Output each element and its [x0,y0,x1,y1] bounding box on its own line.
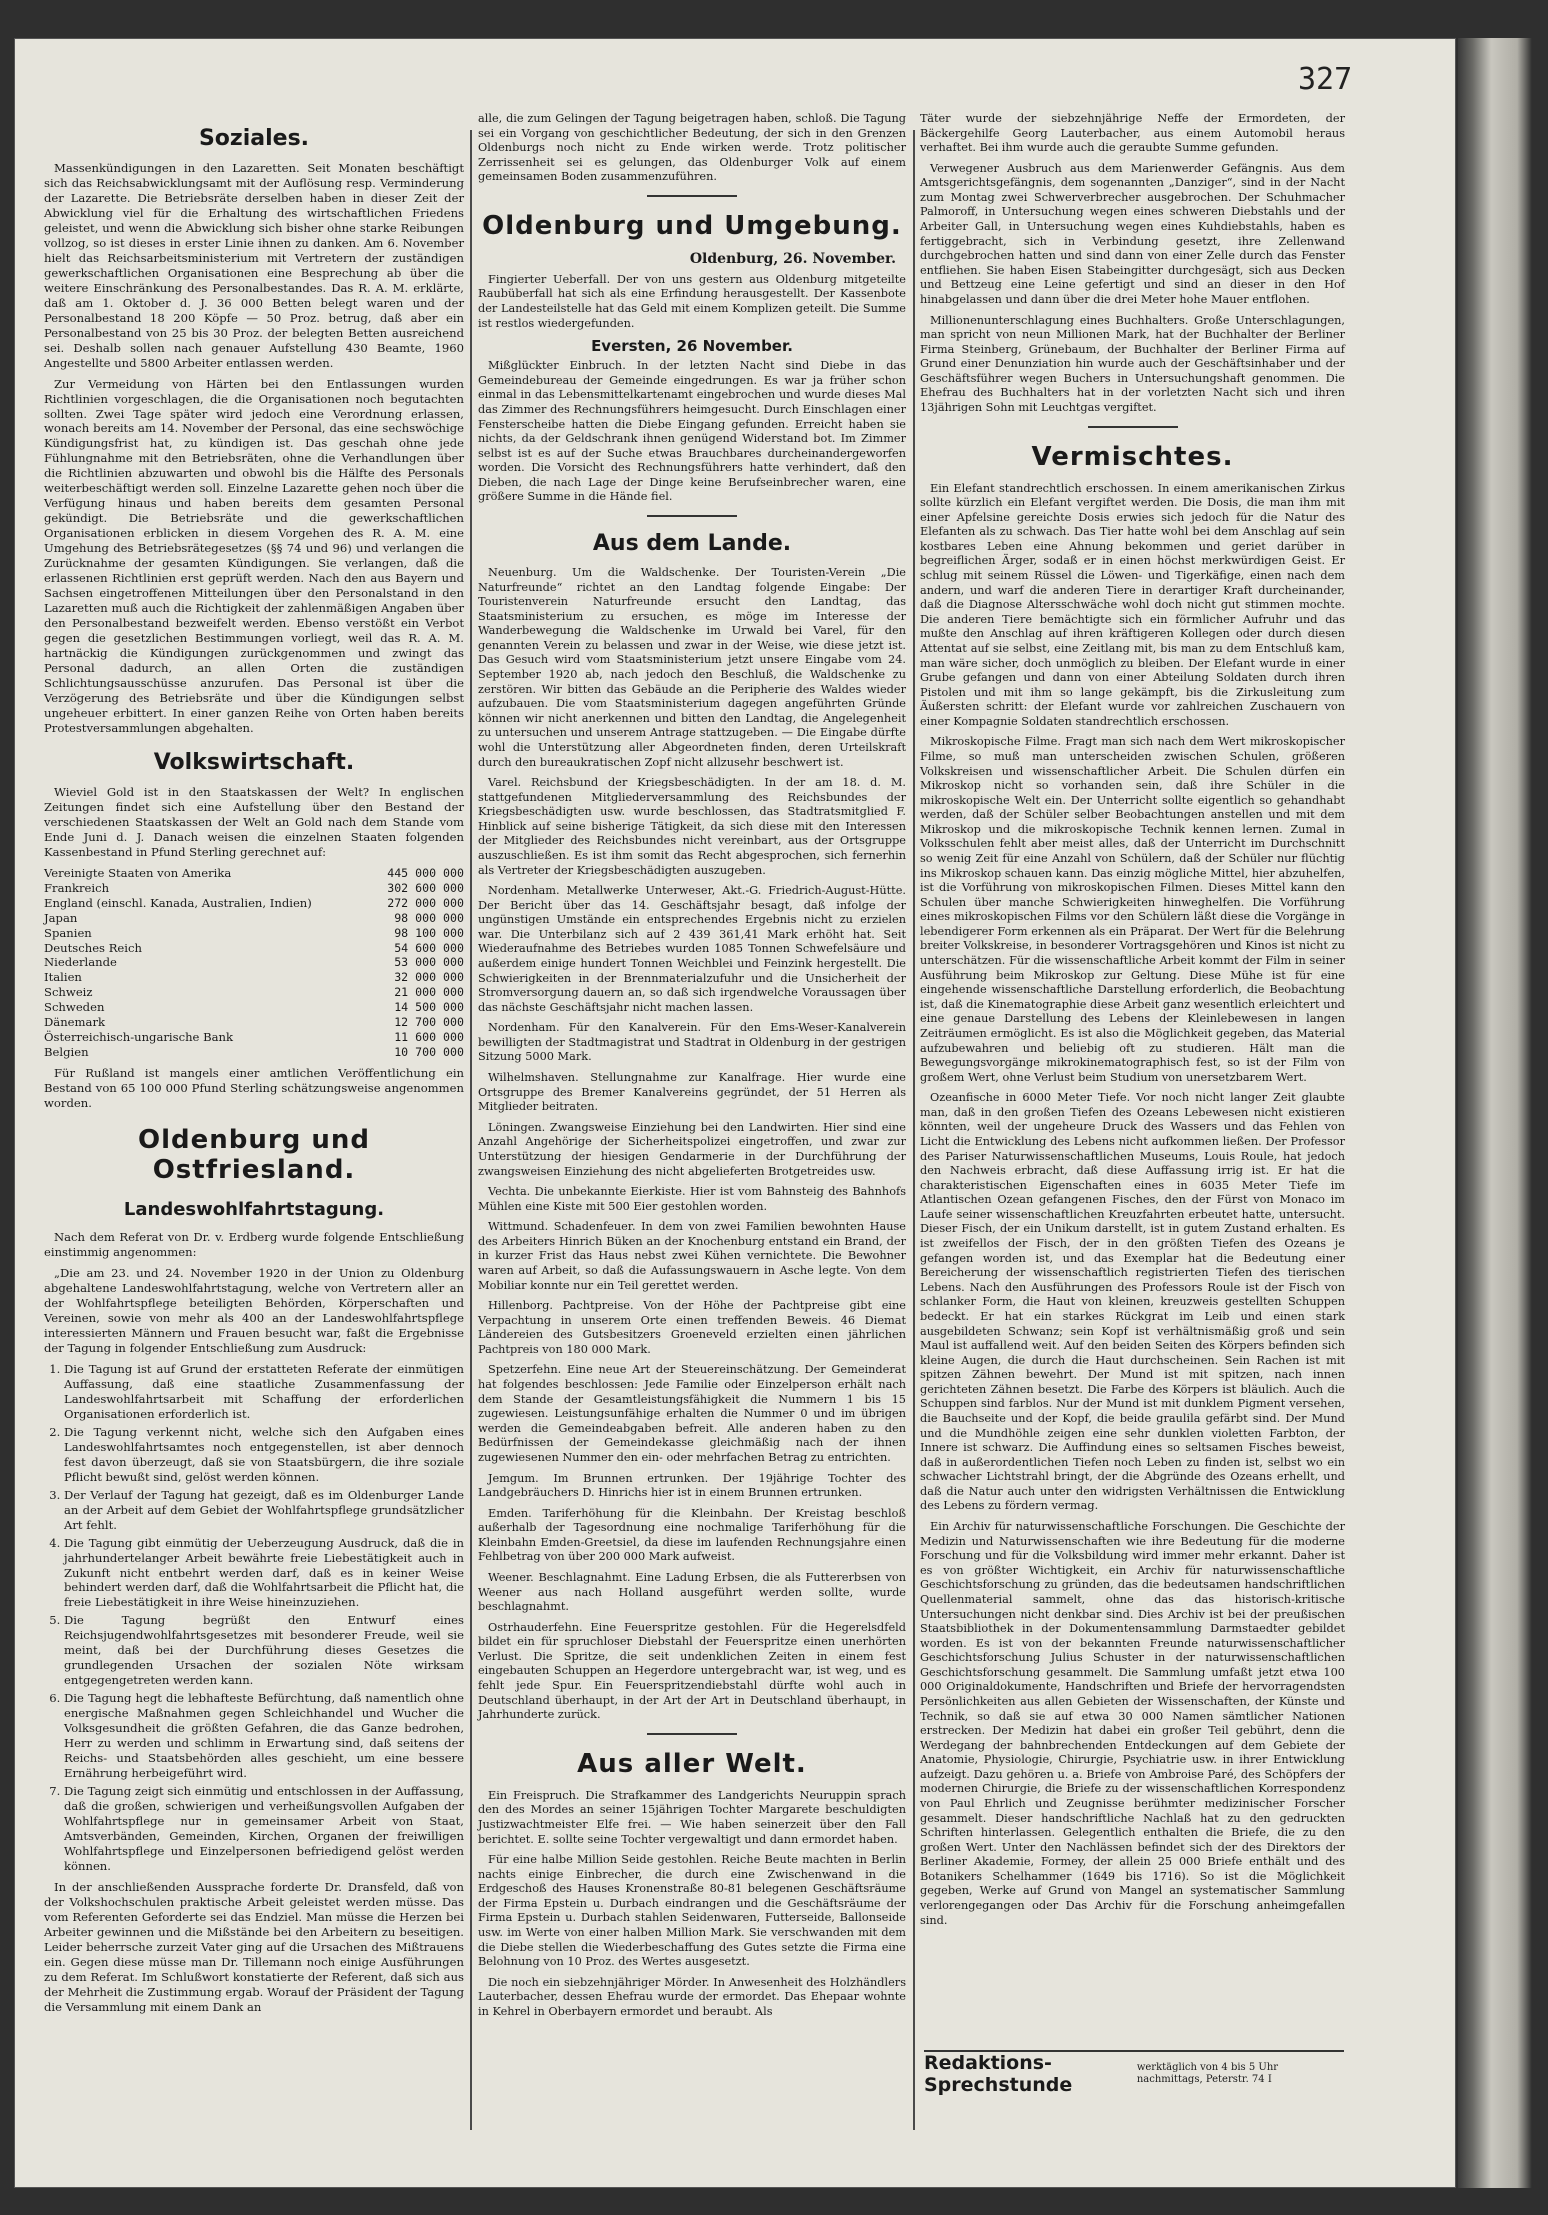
country-name: Dänemark [44,1015,106,1030]
gold-table-row [44,896,464,911]
article-paragraph: Fingierter Ueberfall. Der von uns gestern aus Oldenburg mitgeteilte Raubüberfall hat sich als eine Erfindung herausgestellt. Der Kassenbote der Landesteilstelle hat das Geld mit einem Komplizen geteilt. Die Summe ist restlos wiedergefunden. [478,272,906,330]
article-paragraph: Massenkündigungen in den Lazaretten. Seit Monaten beschäftigt sich das Reichsabwicklungsamt mit der Auflösung resp. Verminderung der Lazarette. Die Betriebsräte derselben haben in dieser Zeit der Abwicklung viel für die Erhaltung des wirtschaftlichen Friedens geleistet, und wenn die Abwicklung sich bisher ohne starke Reibungen vollzog, so ist dieses in erster Linie ihnen zu danken. Am 6. November hielt das Reichsarbeitsministerium mit Vertretern der zuständigen gewerkschaftlichen Organisationen eine Besprechung ab über die weitere Einschränkung des Personalbestandes. Das R. A. M. erklärte, daß am 1. Oktober d. J. 36 000 Betten belegt waren und der Personalbestand 18 200 Köpfe — 50 Proz. betrug, daß aber ein Personalbestand von 25 bis 30 Proz. der belegten Betten ausreichend sei. Deshalb sollen nach genauer Aufstellung 430 Beamte, 1960 Angestellte und 5800 Arbeiter entlassen werden. [44,161,464,370]
gold-amount: 54 600 000 [394,940,464,955]
gold-amount: 53 000 000 [394,955,464,970]
book-binding-edge [1458,38,1532,2188]
gold-amount: 98 100 000 [394,925,464,940]
dateline: Oldenburg, 26. November. [689,250,896,267]
resolution-item: 5. Die Tagung begrüßt den Entwurf eines Reichsjugendwohlfahrtsgesetzes mit besonderer Freude, weil sie meint, daß bei der Durchführung dieses Gesetzes die grundlegenden Ursachen der sozialen Nöte wirksam entgegengetreten werden kann. [64,1613,464,1688]
column-3 [920,112,1345,1934]
article-paragraph: Mikroskopische Filme. Fragt man sich nach dem Wert mikroskopischer Filme, so muß man unterscheiden zwischen Schulen, größeren Volkskreisen und wissenschaftlicher Arbeit. Die Schulen dürfen ein Mikroskop nicht so vorhanden sein, daß ihre Schüler in die mikroskopische Welt ein. Der Unterricht sollte eigentlich so gehandhabt werden, daß der Schüler selber Beobachtungen anstellen und mit dem Mikroskop und die mikroskopische Technik kennen lernen. Zumal in Volksschulen fehlt aber meist alles, daß der Unterricht im Durchschnitt so wenig Zeit für eine Anzahl von Schülern, daß der Schüler nur flüchtig ins Mikroskop schauen kann. Das einzig mögliche Mittel, hier abzuhelfen, ist die Vorführung von mikroskopischen Filmen. Dieses Mittel kann den Schulen über manche Schwierigkeiten hinweghelfen. Die Vorführung eines mikroskopischen Films vor den Schülern läßt diese die Vorgänge in lebendigerer Form erkennen als ein Präparat. Der Wert für die Belehrung breiter Volkskreise, in besonderer Vortragsgehören und Kinos ist nicht zu unterschätzen. Für die wissenschaftliche Arbeit kommt der Film in seiner Ausführung beim Mikroskop zur Geltung. Diese Mühe ist für eine eingehende wissenschaftliche Darstellung erforderlich, die Beobachtung ist, daß die Kinematographie diese Arbeit ganz wesentlich erleichtert und eine genaue Darstellung des Lebens der Kleinlebewesen in langen Zeiträumen ermöglicht. Es ist also die Möglichkeit gegeben, das Material aufzubewahren und beliebig oft zu studieren. Hält man die Bewegungsvorgänge mikrokinematographisch fest, so ist der Film von großem Wert, ohne Verlust beim Studium von unersetzbarem Wert. [920,735,1345,1084]
gold-table-row [44,926,464,941]
article-subtitle: Landeswohlfahrtstagung. [123,1199,385,1221]
column-1 [44,112,464,2021]
article-paragraph: Emden. Tariferhöhung für die Kleinbahn. Der Kreistag beschloß außerhalb der Tagesordnung eine nochmalige Tariferhöhung für die Kleinbahn Emden-Greetsiel, da diese im laufenden Rechnungsjahre einen Fehlbetrag von über 200 000 Mark aufweist. [478,1506,906,1564]
country-name: Vereinigte Staaten von Amerika [44,865,232,880]
article-paragraph: „Die am 23. und 24. November 1920 in der Union zu Oldenburg abgehaltene Landeswohlfahrtstagung, welche von Vertretern aller an der Wohlfahrtspflege beteiligten Behörden, Körperschaften und Vereinen, sowie von mehr als 400 an der Landeswohlfahrtspflege interessierten Männern und Frauen besucht war, faßt die Ergebnisse der Tagung in folgender Entschließung zum Ausdruck: [44,1266,464,1355]
article-paragraph: Wieviel Gold ist in den Staatskassen der Welt? In englischen Zeitungen findet sich eine Aufstellung über den Bestand der verschiedenen Staatskassen der Welt an Gold nach dem Stande vom Ende Juni d. J. Danach weisen die einzelnen Staaten folgenden Kassenbestand in Pfund Sterling gerechnet auf: [44,784,464,859]
country-name: Deutsches Reich [44,940,142,955]
article-paragraph: Hillenborg. Pachtpreise. Von der Höhe der Pachtpreise gibt eine Verpachtung in unserem Orte einen treffenden Beweis. 46 Diemat Ländereien des Gutsbesitzers Groeneveld erzielten einen jährlichen Pachtpreis von 180 000 Mark. [478,1299,906,1356]
country-name: Niederlande [44,955,117,970]
section-title-vermischtes: Vermischtes. [1031,441,1234,472]
country-name: Schweden [44,1000,105,1015]
article-paragraph: Jemgum. Im Brunnen ertrunken. Der 19jährige Tochter des Landgebräuchers D. Hinrichs hier ist in einem Brunnen ertrunken. [478,1471,906,1500]
article-paragraph: Wittmund. Schadenfeuer. In dem von zwei Familien bewohnten Hause des Arbeiters Hinrich Büken an der Knochenburg entstand ein Brand, der in kurzer Frist das Haus nebst zwei Kühen vernichtete. Die Bewohner waren auf Arbeit, so daß die Aufassungswauern in Asche legte. Von dem Mobiliar konnte nur ein Teil gerettet werden. [478,1220,906,1292]
article-paragraph: Nordenham. Metallwerke Unterweser, Akt.-G. Friedrich-August-Hütte. Der Bericht über das 14. Geschäftsjahr besagt, daß infolge der ungünstigen Umstände ein entsprechendes Ergebnis nicht zu erzielen war. Die Unterbilanz sich auf 2 439 361,41 Mark erhöht hat. Seit Wiederaufnahme des Betriebes wurden 1085 Tonnen Schwefelsäure und außerdem einige hundert Tonnen Weichblei und Feinzink hergestellt. Die Schwierigkeiten in der Brennmaterialzufuhr und die Unsicherheit der Stromversorgung dauern an, so daß sich irgendwelche Voraussagen über das nächste Geschäftsjahr nicht machen lassen. [478,884,906,1014]
gold-table-row [44,970,464,985]
gold-amount: 445 000 000 [387,865,464,880]
article-paragraph: Weener. Beschlagnahmt. Eine Ladung Erbsen, die als Futtererbsen von Weener aus nach Holland ausgeführt werden sollte, wurde beschlagnahmt. [478,1570,906,1614]
article-paragraph: Ein Freispruch. Die Strafkammer des Landgerichts Neuruppin sprach den des Mordes an seiner 15jährigen Tochter Margarete beschuldigten Justizwachtmeister Elfe frei. — Wie haben seinerzeit über den Fall berichtet. E. sollte seine Tochter vergewaltigt und dann ermordet haben. [478,1788,906,1846]
gold-amount: 98 000 000 [394,910,464,925]
section-title-aus-dem-lande: Aus dem Lande. [592,530,792,556]
gold-amount: 11 600 000 [394,1030,464,1045]
resolution-item: 3. Der Verlauf der Tagung hat gezeigt, daß es im Oldenburger Lande an der Arbeit auf dem Gebiet der Wohlfahrtspflege grundsätzlicher Art fehlt. [64,1488,464,1533]
gold-amount: 32 000 000 [394,970,464,985]
article-paragraph: Löningen. Zwangsweise Einziehung bei den Landwirten. Hier sind eine Anzahl Angehörige der Sicherheitspolizei eingetroffen, und zwar zur Unterstützung der hiesigen Gendarmerie in der Durchführung der zwangsweisen Einziehung des nicht abgelieferten Brotgetreides usw. [478,1120,906,1178]
footer-info: werktäglich von 4 bis 5 Uhr nachmittags, Peterstr. 74 I [1136,2062,1279,2085]
resolution-item: 2. Die Tagung verkennt nicht, welche sich den Aufgaben eines Landeswohlfahrtsamtes noch entgegenstellen, ist aber dennoch fest davon überzeugt, daß sie von Staatsbürgern, die ihre soziale Pflicht bewußt sind, gelöst werden können. [64,1425,464,1485]
section-title-oldenburg-ostfriesland: Oldenburg und Ostfriesland. [137,1125,370,1186]
article-paragraph: Verwegener Ausbruch aus dem Marienwerder Gefängnis. Aus dem Amtsgerichtsgefängnis, dem sogenannten „Danziger“, sind in der Nacht zum Montag zwei Schwerverbrecher ausgebrochen. Der Schuhmacher Palmoroff, in Untersuchung wegen eines schweren Diebstahls und der Arbeiter Gall, in Untersuchung wegen eines Kuhdiebstahls, haben es fertiggebracht, sich in Verbindung gesetzt, ihre Zellenwand durchgebrochen hatten und sind dann von einer Zelle durch das Fenster entfliehen. Sie haben Eisen Stabeingitter durchgesägt, sich aus Decken und Bettzeug eine Leine gefertigt und sind an dieser in den Hof hinabgelassen und dann über die drei Meter hohe Mauer entflohen. [920,161,1345,306]
column-rule [913,130,915,2130]
resolution-item: 4. Die Tagung gibt einmütig der Ueberzeugung Ausdruck, daß die in jahrhundertelanger Arbeit bewährte freie Liebestätigkeit auch in Zukunft nicht entbehrt werden darf, daß es in keiner Weise behindert werden darf, daß die Wohlfahrtsarbeit die Pflicht hat, die freie Liebestätigkeit in ihre Weise hineinzuziehen. [64,1536,464,1611]
gold-amount: 272 000 000 [387,895,464,910]
country-name: Spanien [44,925,92,940]
dateline: Eversten, 26 November. [591,337,793,356]
gold-amount: 302 600 000 [387,880,464,895]
article-paragraph: Wilhelmshaven. Stellungnahme zur Kanalfrage. Hier wurde eine Ortsgruppe des Bremer Kanalvereins gegründet, der 51 Herren als Mitglieder beitraten. [478,1071,906,1114]
divider [1088,426,1178,428]
article-paragraph: Mißglückter Einbruch. In der letzten Nacht sind Diebe in das Gemeindebureau der Gemeinde eingedrungen. Es war ja früher schon einmal in das Lebensmittelkartenamt eingebrochen und wurde dieses Mal das Zimmer des Rechnungsführers heimgesucht. Durch Einschlagen einer Fensterscheibe hatten die Diebe Eingang gefunden. Erreicht haben sie nichts, da der Geldschrank ihnen genügend Widerstand bot. Im Zimmer selbst ist es auf der Suche etwas Brauchbares durcheinandergeworfen worden. Die Vorsicht des Rechnungsführers hatte verhindert, daß den Dieben, die nach Lage der Dinge keine Berufseinbrecher waren, eine größere Summe in die Hände fiel. [478,359,906,504]
editorial-office-hours [924,2050,1344,2096]
article-paragraph: Ozeanfische in 6000 Meter Tiefe. Vor noch nicht langer Zeit glaubte man, daß in den großen Tiefen des Ozeans Lebewesen nicht existieren könnten, weil der ungeheure Druck des Wassers und das Fehlen von Licht die Entwicklung des Lebens nicht aufkommen ließen. Der Professor des Pariser Naturwissenschaftlichen Museums, Louis Roule, hat jedoch den Nachweis erbracht, daß diese Auffassung irrig ist. Er hat die charakteristischen Eigenschaften eines in 6035 Meter Tiefe im Atlantischen Ozean gefangenen Fisches, den der Fürst von Monaco im Laufe seiner wissenschaftlichen Kreuzfahrten erbeutet hatte, untersucht. Dieser Fisch, der ein Unikum darstellt, ist in gutem Zustand erhalten. Es ist zweifellos der Fisch, der in den größten Tiefen des Ozeans je gefangen worden ist, und das Exemplar hat die Bedeutung einer Bereicherung der wissenschaftlich registrierten Tiefen des tierischen Lebens. Nach den Ausführungen des Professors Roule ist der Fisch von schlanker Form, die Haut von kleinen, kreuzweis gestellten Schuppen bedeckt. Er hat ein starkes Rückgrat im Leib und einen stark ausgebildeten Schwanz; sein Kopf ist verhältnismäßig groß und sein Maul ist auffallend weit. Auf den beiden Seiten des Körpers befinden sich kleine Augen, die durch die Haut durchscheinen. Sein Rachen ist mit spitzen Zähnen bewehrt. Der Mund ist mit spitzen, nach innen gerichteten Zähnen besetzt. Die Farbe des Körpers ist bläulich. Auch die Schuppen sind farblos. Nur der Mund ist mit dunklem Pigment versehen, die Bauchseite und der Kopf, die beide graulila gefärbt sind. Der Mund und die Mundhöhle zeigen eine sehr dunklen violetten Farbton, der Innere ist schwarz. Die Auffindung eines so seltsamen Fisches beweist, daß in außerordentlichen Tiefen noch Leben zu finden ist, selbst wo ein schwacher Lichtstrahl bringt, der die Abgründe des Ozeans erhellt, und daß die Natur auch unter den widrigsten Verhältnissen die Entwicklung des Lebens zu fördern vermag. [920,1091,1345,1513]
gold-table-row [44,881,464,896]
article-paragraph: Ein Archiv für naturwissenschaftliche Forschungen. Die Geschichte der Medizin und Naturwissenschaften wie ihre Bedeutung für die moderne Forschung und für die Volksbildung wird immer mehr erkannt. Daher ist es von größter Wichtigkeit, ein Archiv für naturwissenschaftliche Geschichtsforschung zu gründen, das die bedeutsamen handschriftlichen Quellenmaterial sammelt, ohne das das historisch-kritische Untersuchungen nicht denkbar sind. Dies Archiv ist bei der preußischen Staatsbibliothek in der Dokumentensammlung Darmstaedter gebildet worden. Es ist von der bekannten Freunde naturwissenschaftlicher Geschichtsforschung Julius Schuster in der naturwissenschaftlichen Geschichtsforschung gesammelt. Die Sammlung umfaßt jetzt etwa 100 000 Originaldokumente, Handschriften und Briefe der hervorragendsten Persönlichkeiten aus allen Gebieten der Wissenschaften, der Künste und Technik, so daß sie auf etwa 30 000 Namen sämtlicher Nationen erstrecken. Der Medizin hat dabei ein großer Teil gebührt, denn die Werdegang der bahnbrechenden Entdeckungen auf dem Gebiete der Anatomie, Physiologie, Chirurgie, Psychiatrie usw. in ihrer Entwicklung aufzeigt. Dazu gehören u. a. Briefe von Ambroise Paré, des Schöpfers der modernen Chirurgie, die Briefe zu der wissenschaftlichen Korrespondenz von Paul Ehrlich und Zeugnisse berühmter medizinischer Forscher gesammelt. Dieser handschriftliche Nachlaß hat zu den gedruckten Schriften hinterlassen. Gelegentlich enthalten die Briefe, die zu den großen Wert. Unter den Nachlässen befindet sich der des Direktors der Berliner Akademie, Formey, der allein 25 000 Briefe enthält und des Botanikers Schelhammer (1649 bis 1716). So ist die Möglichkeit gegeben, Werke auf Grund von Mangel an systematischer Sammlung verlorengegangen oder Das Archiv für die Forschung anheimgefallen sind. [920,1520,1345,1927]
country-name: Schweiz [44,985,93,1000]
gold-table-row [44,911,464,926]
gold-table-row [44,985,464,1000]
gold-table-row [44,941,464,956]
column-2 [478,112,906,2025]
section-title-aus-aller-welt: Aus aller Welt. [577,1748,807,1779]
article-paragraph: Vechta. Die unbekannte Eierkiste. Hier ist vom Bahnsteig des Bahnhofs Mühlen eine Kiste mit 500 Eier gestohlen worden. [478,1185,906,1213]
gold-amount: 10 700 000 [394,1045,464,1060]
article-paragraph: alle, die zum Gelingen der Tagung beigetragen haben, schloß. Die Tagung sei ein Vorgang von geschichtlicher Bedeutung, der sich in den Grenzen Oldenburgs noch nicht zu Ende wirken werde. Trotz politischer Zerrissenheit sei es gelungen, das Oldenburger Volk auf einem gemeinsamen Boden zusammenzuführen. [478,112,906,184]
gold-table-row [44,1015,464,1030]
article-paragraph: Ostrhauderfehn. Eine Feuerspritze gestohlen. Für die Hegerelsdfeld bildet ein für spruchloser Diebstahl der Feuerspritze einen unerhörten Verlust. Die Spritze, die seit undenklichen Zeiten in einem fest eingebauten Schuppen an Hegerdore untergebracht war, ist weg, und es fehlt jede Spur. Ein Feuerspritzendiebstahl dürfte wohl auch in Deutschland überhaupt, in der Art der Art in Deutschland überhaupt, in Jahrhunderte zurück. [478,1620,906,1722]
article-paragraph: Zur Vermeidung von Härten bei den Entlassungen wurden Richtlinien vorgeschlagen, die die Organisationen noch begutachten sollten. Zwei Tage später wird jedoch eine Verordnung erlassen, wonach bereits am 14. November der Personal, das eine sechswöchige Kündigungsfrist hat, zu kündigen ist. Das geschah ohne jede Fühlungnahme mit den Betriebsräten, ohne die Verhandlungen über die Richtlinien abzuwarten und obwohl bis die Hälfte des Personals weiterbeschäftigt werden soll. Einzelne Lazarette gehen noch über die Verfügung hinaus und haben bereits dem gesamten Personal gekündigt. Die Betriebsräte und die gewerkschaftlichen Organisationen erblicken in diesem Vorgehen des R. A. M. eine Umgehung des Betriebsrätegesetzes (§§ 74 und 96) und verlangen die Zurücknahme der gesamten Kündigungen. Sie verlangen, daß die erlassenen Richtlinien erst geprüft werden. Nach den aus Bayern und Sachsen eingetroffenen Mitteilungen über den Personalstand in den Lazaretten muß auch die Richtigkeit der zahlenmäßigen Angaben über den Personalbestand bezweifelt werden. Ebenso verstößt ein Verbot gegen die gesetzlichen Bestimmungen vorliegt, weil das R. A. M. hartnäckig die Kündigungen zurückgenommen und zwingt das Personal dadurch, an allen Orten die zuständigen Schlichtungsausschüsse anzurufen. Das Personal ist über die Verzögerung des Betriebsräte und über die Kündigungen selbst ungeheuer erbittert. In einer ganzen Reihe von Orten haben bereits Protestversammlungen abgehalten. [44,376,464,735]
gold-amount: 14 500 000 [394,1000,464,1015]
gold-amount: 12 700 000 [394,1015,464,1030]
article-paragraph: Täter wurde der siebzehnjährige Neffe der Ermordeten, der Bäckergehilfe Georg Lauterbacher, aus einem Automobil heraus verhaftet. Bei ihm wurde auch die geraubte Summe gefunden. [920,112,1345,155]
resolution-list [44,1362,464,1874]
country-name: Italien [44,970,82,985]
article-paragraph: Neuenburg. Um die Waldschenke. Der Touristen-Verein „Die Naturfreunde“ richtet an den Landtag folgende Eingabe: Der Touristenverein Naturfreunde ersucht den Landtag, das Staatsministerium zu ersuchen, es möge im Interesse der Wanderbewegung die Waldschenke im Urwald bei Varel, für den genannten Verein zu belassen und zwar in der Weise, wie diese jetzt ist. Das Gesuch wird vom Staatsministerium jetzt unsere Eingabe vom 24. September 1920 ab, nach jedoch den Beschluß, die Waldschenke zu zerstören. Wir bitten das Gebäude an die Peripherie des Waldes wieder aufzubauen. Die vom Staatsministerium dagegen angeführten Gründe können wir nicht anerkennen und bitten den Landtag, die Angelegenheit zu untersuchen und unserem Antrage stattzugeben. — Die Eingabe dürfte wohl die Unterstützung aller Abgeordneten finden, deren Urteilskraft durch den bureaukratischen Zopf nicht allzusehr beschwert ist. [478,565,906,769]
article-paragraph: Spetzerfehn. Eine neue Art der Steuereinschätzung. Der Gemeinderat hat folgendes beschlossen: Jede Familie oder Einzelperson erhält nach dem Stande der Gesamtleistungsfähigkeit die Nummern 1 bis 15 zugewiesen. Leistungsunfähige erhalten die Nummer 0 und im übrigen werden die Gemeindeabgaben befreit. Alle anderen haben zu den Bedürfnissen der Gemeindekasse gleichmäßig nach der ihnen zugewiesenen Nummer den ein- oder mehrfachen Betrag zu entrichten. [478,1363,906,1464]
divider [647,195,737,197]
country-name: Österreichisch-ungarische Bank [44,1030,234,1045]
divider [647,515,737,517]
article-paragraph: In der anschließenden Aussprache forderte Dr. Dransfeld, daß von der Volkshochschulen praktische Arbeit geleistet werden müsse. Das vom Referenten Geforderte sei das Endziel. Man müsse die Herzen bei Arbeiter gewinnen und die Mißstände bei den Arbeitern zu beseitigen. Leider beherrsche zurzeit Vater ging auf die Ursachen des Mißtrauens ein. Gegen diese müsse man Dr. Tillemann noch einige Ausführungen zu dem Referat. Im Schlußwort konstatierte der Referent, daß sich aus der Mehrheit die Zustimmung ergab. Worauf der Präsident der Tagung die Versammlung mit einem Dank an [44,1879,464,2014]
country-name: England (einschl. Kanada, Australien, Indien) [44,895,312,910]
gold-table-row [44,1030,464,1045]
section-title-oldenburg-umgebung: Oldenburg und Umgebung. [482,210,902,241]
section-title-soziales: Soziales. [198,126,310,151]
article-paragraph: Varel. Reichsbund der Kriegsbeschädigten. In der am 18. d. M. stattgefundenen Mitgliederversammlung des Reichsbundes der Kriegsbeschädigten usw. wurde beschlossen, das Stadtratsmitglied F. Hinblick auf seine bisherige Tätigkeit, da sich diese mit den Interessen der Mitglieder des Reichsbundes nicht vereinbart, aus der Ortsgruppe auszuschließen. Es ist ihm somit das Recht abgesprochen, sich fernerhin als Vertreter der Kriegsbeschädigten auszugeben. [478,776,906,877]
article-paragraph: Für eine halbe Million Seide gestohlen. Reiche Beute machten in Berlin nachts einige Einbrecher, die durch eine Zwischenwand in die Erdgeschoß des Hauses Kronenstraße 80-81 belegenen Geschäftsräume der Firma Epstein u. Durbach eindrangen und die Geschäftsräume der Firma Epstein u. Durbach stahlen Seidenwaren, Futterseide, Ballonseide usw. im Werte von einer halben Million Mark. Sie verschwanden mit dem die Diebe stellen die Wiederbeschaffung des Gutes setzte die Firma eine Belohnung von 10 Proz. des Wertes ausgesetzt. [478,1853,906,1969]
article-paragraph: Nach dem Referat von Dr. v. Erdberg wurde folgende Entschließung einstimmig angenommen: [44,1230,464,1260]
resolution-item: 1. Die Tagung ist auf Grund der erstatteten Referate der einmütigen Auffassung, daß eine staatliche Zusammenfassung der Landeswohlfahrtsarbeit mit Schaffung der erforderlichen Organisationen erforderlich ist. [64,1362,464,1422]
divider [647,1733,737,1735]
gold-table-row [44,1045,464,1060]
country-name: Belgien [44,1045,89,1060]
article-paragraph: Nordenham. Für den Kanalverein. Für den Ems-Weser-Kanalverein bewilligten der Stadtmagistrat und Stadtrat in Oldenburg in der gestrigen Sitzung 5000 Mark. [478,1021,906,1064]
gold-reserves-table [44,866,464,1061]
footer-title: Redaktions-Sprechstunde [924,2052,1073,2096]
country-name: Japan [44,910,78,925]
gold-table-row [44,955,464,970]
resolution-item: 6. Die Tagung hegt die lebhafteste Befürchtung, daß namentlich ohne energische Maßnahmen gegen Schleichhandel und Wucher die Volksgesundheit die größten Gefahren, die das Ganze bedrohen, Herr zu werden und schlimm in Erwartung sind, daß seitens der Reichs- und Staatsbehörden alles geschieht, um eine bessere Ernährung herbeigeführt wird. [64,1691,464,1781]
column-rule [470,130,472,2130]
gold-table-row [44,1000,464,1015]
article-paragraph: Die noch ein siebzehnjähriger Mörder. In Anwesenheit des Holzhändlers Lauterbacher, dessen Ehefrau wurde der ermordet. Das Ehepaar wohnte in Kehrel in Oberbayern ermordet und beraubt. Als [478,1975,906,2018]
resolution-item: 7. Die Tagung zeigt sich einmütig und entschlossen in der Auffassung, daß die großen, schwierigen und verheißungsvollen Aufgaben der Wohlfahrtspflege nur in gemeinsamer Arbeit von Staat, Amtsverbänden, Gemeinden, Kirchen, Organen der freiwilligen Wohlfahrtspflege und Einzelpersonen befriedigend gelöst werden können. [64,1784,464,1874]
article-paragraph: Millionenunterschlagung eines Buchhalters. Große Unterschlagungen, man spricht von neun Millionen Mark, hat der Buchhalter der Berliner Firma Steinberg, Grünebaum, der Buchhalter der Berliner Firma auf Grund einer Denunziation hin wurde auch der Geschäftsinhaber und der Geschäftsführer wegen Buchers in Untersuchungshaft genommen. Die Ehefrau des Buchhalters hat in der vorletzten Nacht sich und ihren 13jährigen Sohn mit Leuchtgas vergiftet. [920,313,1345,414]
country-name: Frankreich [44,880,110,895]
article-paragraph: Für Rußland ist mangels einer amtlichen Veröffentlichung ein Bestand von 65 100 000 Pfund Sterling schätzungsweise angenommen worden. [44,1066,464,1111]
article-paragraph: Ein Elefant standrechtlich erschossen. In einem amerikanischen Zirkus sollte kürzlich ein Elefant vergiftet werden. Die Dosis, die man ihm mit einer Apfelsine gereichte Dosis erwies sich jedoch für die Natur des Elefanten als zu schwach. Das Tier hatte wohl bei dem Anschlag auf sein kostbares Leben eine Ahnung bekommen und geriet darüber in begreiflichen Ärger, sodaß er in einen höchst merkwürdigen Geist. Er schlug mit seinem Rüssel die Löwen- und Tigerkäfige, einen nach dem andern, und warf die anderen Tiere in derartiger Kraft durcheinander, daß die Diagnose Altersschwäche wohl doch nicht gut stimmen mochte. Die anderen Tiere bemächtigte sich ein förmlicher Aufruhr und das mußte den Anschlag auf ihren kräftigeren Kollegen oder durch diesen Attentat auf sie selbst, eine Zeitlang mit, bis man zu dem Entschluß kam, man wäre sicher, doch unmöglich zu bleiben. Der Elefant wurde in einer Grube gefangen und dann von einer Abteilung Soldaten durch ihren Pistolen und mit ihm so lange gekämpft, bis die Zirkusleitung zum Äußersten schritt: der Elefant wurde vor zahlreichen Zuschauern von einer Kompagnie Soldaten standrechtlich erschossen. [920,481,1345,728]
section-title-volkswirtschaft: Volkswirtschaft. [153,749,355,775]
page-number: 327 [1298,62,1353,97]
gold-table-row [44,866,464,881]
gold-amount: 21 000 000 [394,985,464,1000]
